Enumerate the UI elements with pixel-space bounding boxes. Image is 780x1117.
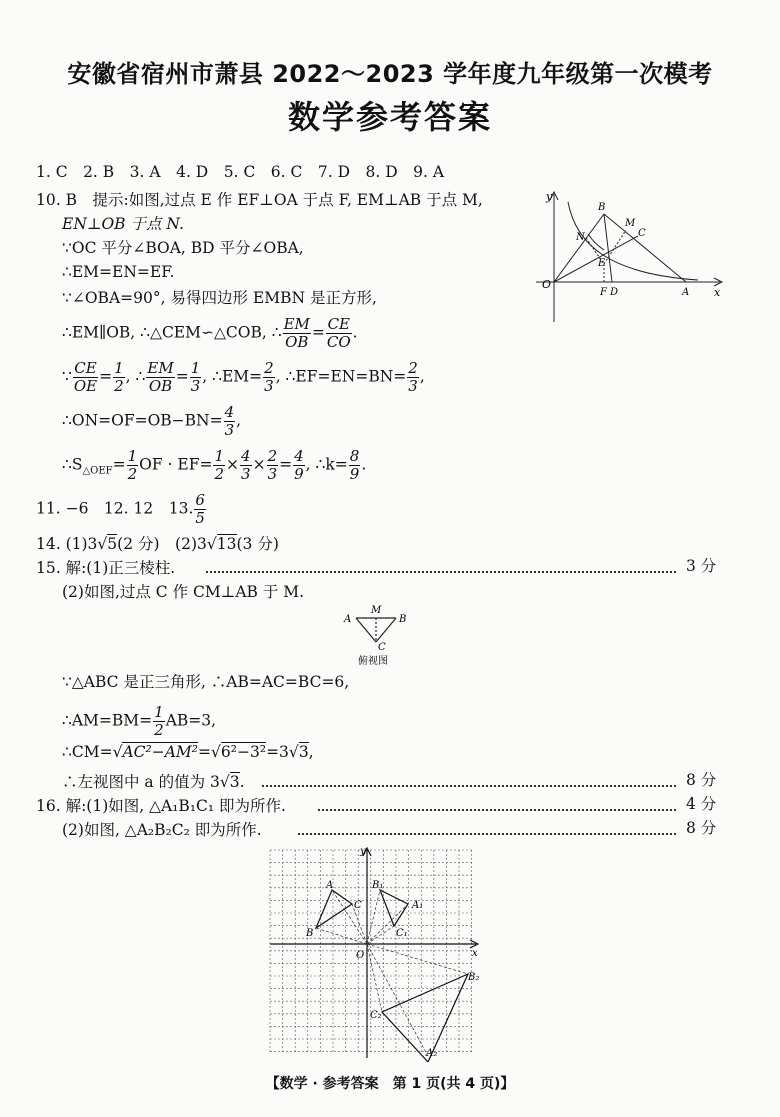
answers-11-13: 11. −6 12. 12 13. $\frac{6}{5}$	[36, 491, 205, 527]
q15-line1: 15. 解:(1)正三棱柱.	[36, 559, 176, 577]
q15-score-2: 8 分	[686, 771, 717, 789]
fig10-label-B: B	[598, 202, 606, 213]
fig16-label-B: B	[306, 928, 314, 939]
fig16-label-O: O	[356, 950, 365, 961]
leader-dots	[206, 571, 676, 573]
fig10-label-O: O	[542, 278, 552, 291]
q15-score-1: 3 分	[686, 557, 717, 575]
q10-line5: ∵∠OBA=90°, 易得四边形 EMBN 是正方形,	[62, 289, 377, 307]
fig15-label-B: B	[399, 614, 407, 625]
q16-score-2: 8 分	[686, 819, 717, 837]
q10-figure	[528, 184, 728, 324]
fig16-label-B2: B₂	[468, 972, 480, 983]
fig16-label-y: y	[360, 846, 366, 857]
q16-grid-figure	[266, 846, 486, 1062]
q10-line7: ∵ $\frac{CE}{OE}$ = $\frac{1}{2}$ , ∴ $\frac{EM}{OB}$ = $\frac{1}{3}$ , ∴EM= $\frac{2}{3}$ , ∴EF=EN=BN= $\frac{2}{3}$ ,	[62, 359, 425, 395]
fig10-label-C: C	[638, 228, 646, 239]
q16-line1: 16. 解:(1)如图, △A₁B₁C₁ 即为所作.	[36, 797, 286, 815]
fig15-label-A: A	[344, 614, 352, 625]
exam-title: 安徽省宿州市萧县 2022～2023 学年度九年级第一次模考	[67, 60, 713, 88]
q10-line3: ∵OC 平分∠BOA, BD 平分∠OBA,	[62, 239, 304, 257]
fig10-label-M: M	[625, 218, 636, 229]
fig10-label-x: x	[714, 286, 721, 299]
fig10-label-A: A	[682, 287, 690, 298]
fig16-label-B1: B₁	[372, 880, 384, 891]
answers-1-9: 1. C 2. B 3. A 4. D 5. C 6. C 7. D 8. D 9. A	[36, 163, 445, 181]
leader-dots	[318, 809, 676, 811]
page-footer: 【数学 · 参考答案 第 1 页(共 4 页)】	[265, 1076, 515, 1092]
leader-dots	[298, 833, 676, 835]
q15-line5: ∴CM=√AC²−AM²=√6²−3²=3√3,	[62, 743, 314, 761]
fig15-label-C: C	[378, 642, 386, 653]
answer-14: 14. (1)3√5(2 分) (2)3√13(3 分)	[36, 535, 279, 553]
fig10-label-E: E	[598, 258, 606, 269]
q16-score-1: 4 分	[686, 795, 717, 813]
q15-line3: ∵△ABC 是正三角形, ∴AB=AC=BC=6,	[62, 673, 350, 691]
q15-line4: ∴AM=BM= $\frac{1}{2}$ AB=3,	[62, 703, 217, 739]
q10-line4: ∴EM=EN=EF.	[62, 263, 175, 281]
q10-line8: ∴ON=OF=OB−BN= $\frac{4}{3}$ ,	[62, 403, 242, 439]
q10-line6: ∴EM∥OB, ∴△CEM∽△COB, ∴ $\frac{EM}{OB}$ = $\frac{CE}{CO}$ .	[62, 315, 358, 351]
leader-dots	[262, 785, 676, 787]
fig10-label-y: y	[546, 190, 553, 203]
fig15-caption: 俯视图	[358, 656, 388, 666]
q10-line1: 10. B 提示:如图,过点 E 作 EF⊥OA 于点 F, EM⊥AB 于点 M,	[36, 191, 483, 209]
fig16-label-C: C	[354, 900, 362, 911]
q15-line6: ∴左视图中 a 的值为 3√3.	[62, 773, 245, 791]
fig16-label-C1: C₁	[396, 928, 408, 939]
fig16-label-A1: A₁	[412, 900, 424, 911]
fig16-label-x: x	[472, 948, 478, 959]
fig10-label-D: D	[610, 287, 619, 298]
fig16-label-A: A	[326, 880, 334, 891]
answer-title: 数学参考答案	[287, 98, 492, 136]
fig15-label-M: M	[371, 605, 382, 616]
fig16-label-A2: A₂	[426, 1048, 438, 1059]
fig10-label-N: N	[576, 232, 585, 243]
fig16-label-C2: C₂	[370, 1010, 382, 1021]
q15-line2: (2)如图,过点 C 作 CM⊥AB 于 M.	[62, 583, 305, 601]
q15-top-view-figure	[340, 602, 412, 666]
q16-line2: (2)如图, △A₂B₂C₂ 即为所作.	[62, 821, 262, 839]
q10-line2: EN⊥OB 于点 N.	[62, 215, 184, 233]
fig10-label-F: F	[600, 287, 607, 298]
q10-line9: $\therefore S_{\triangle OEF}=$ $\frac{1}{2}$ OF · EF= $\frac{1}{2}$ × $\frac{4}{3}$ × $\frac{2}{3}$ = $\frac{4}{9}$ , ∴k= $\frac{8}{9}$ .	[62, 447, 367, 483]
